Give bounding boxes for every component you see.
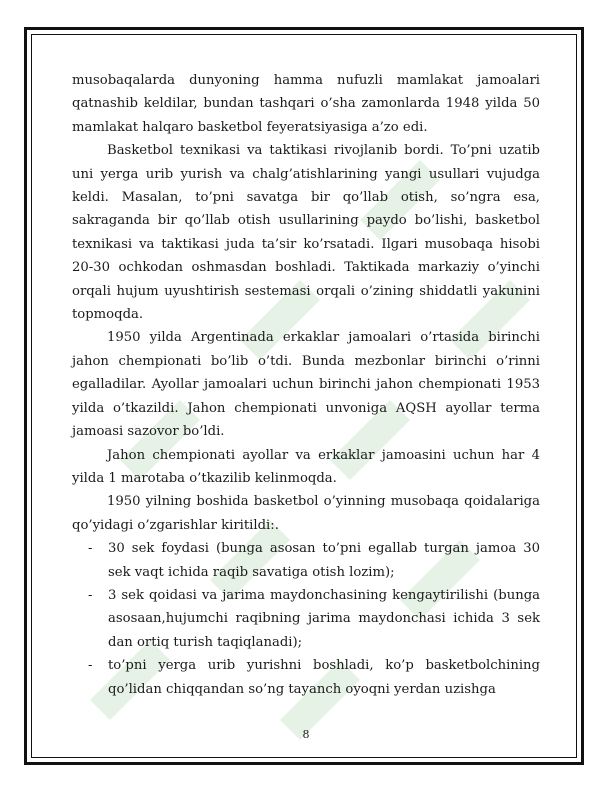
paragraph-1: musobaqalarda dunyoning hamma nufuzli mamlakat jamoalari qatnashib keldilar, bundan tashqari o’sha zamonlarda 1948 yilda 50 mamlakat halqaro basketbol feyeratsiyasiga a’zo edi. bbox=[72, 73, 540, 135]
list-item-text: 3 sek qoidasi va jarima maydonchasining kengaytirilishi (bunga asosaan,hujumchi raqibning jarima maydonchasi ichida 3 sek dan ortiq turish taqiqlanadi); bbox=[108, 587, 540, 650]
paragraph-3: 1950 yilda Argentinada erkaklar jamoalari o’rtasida birinchi jahon chempionati bo’lib o’tdi. Bunda mezbonlar birinchi o’rinni egalladilar. Ayollar jamoalari uchun birinchi jahon chempionati 1953 yilda o’tkazildi. Jahon chempionati unvoniga AQSH ayollar terma jamoasi sazovor bo’ldi. bbox=[72, 330, 540, 440]
list-item bbox=[72, 654, 540, 701]
list-item-text: 30 sek foydasi (bunga asosan to’pni egallab turgan jamoa 30 sek vaqt ichida raqib savatiga otish lozim); bbox=[108, 541, 540, 580]
paragraph-5: 1950 yilning boshida basketbol o’yinning musobaqa qoidalariga qo’yidagi o’zgarishlar kiritildi:. bbox=[72, 494, 540, 533]
list-dash: - bbox=[88, 541, 93, 557]
document-body bbox=[72, 69, 540, 701]
rules-changes-list bbox=[72, 537, 540, 701]
list-item-text: to’pni yerga urib yurishni boshladi, ko’p basketbolchining qo’lidan chiqqandan so’ng tayanch oyoqni yerdan uzishga bbox=[108, 658, 540, 697]
list-item bbox=[72, 584, 540, 654]
list-item bbox=[72, 537, 540, 584]
paragraph-4: Jahon chempionati ayollar va erkaklar jamoasini uchun har 4 yilda 1 marotaba o’tkazilib kelinmoqda. bbox=[72, 447, 540, 486]
paragraph-2: Basketbol texnikasi va taktikasi rivojlanib bordi. To’pni uzatib uni yerga urib yurish va chalg’atishlarining yangi usullari vujudga keldi. Masalan, to’pni savatga bir qo’llab otish, so’ngra esa, sakraganda bir qo’llab otish usullarining paydo bo’lishi, basketbol texnikasi va taktikasi juda ta’sir ko’rsatadi. Ilgari musobaqa hisobi 20-30 ochkodan oshmasdan boshladi. Taktikada markaziy o’yinchi orqali hujum uyushtirish sestemasi orqali o’zining shiddatli yakunini topmoqda. bbox=[72, 143, 540, 323]
list-dash: - bbox=[88, 587, 93, 603]
list-dash: - bbox=[88, 658, 93, 674]
page-number: 8 bbox=[302, 728, 310, 741]
